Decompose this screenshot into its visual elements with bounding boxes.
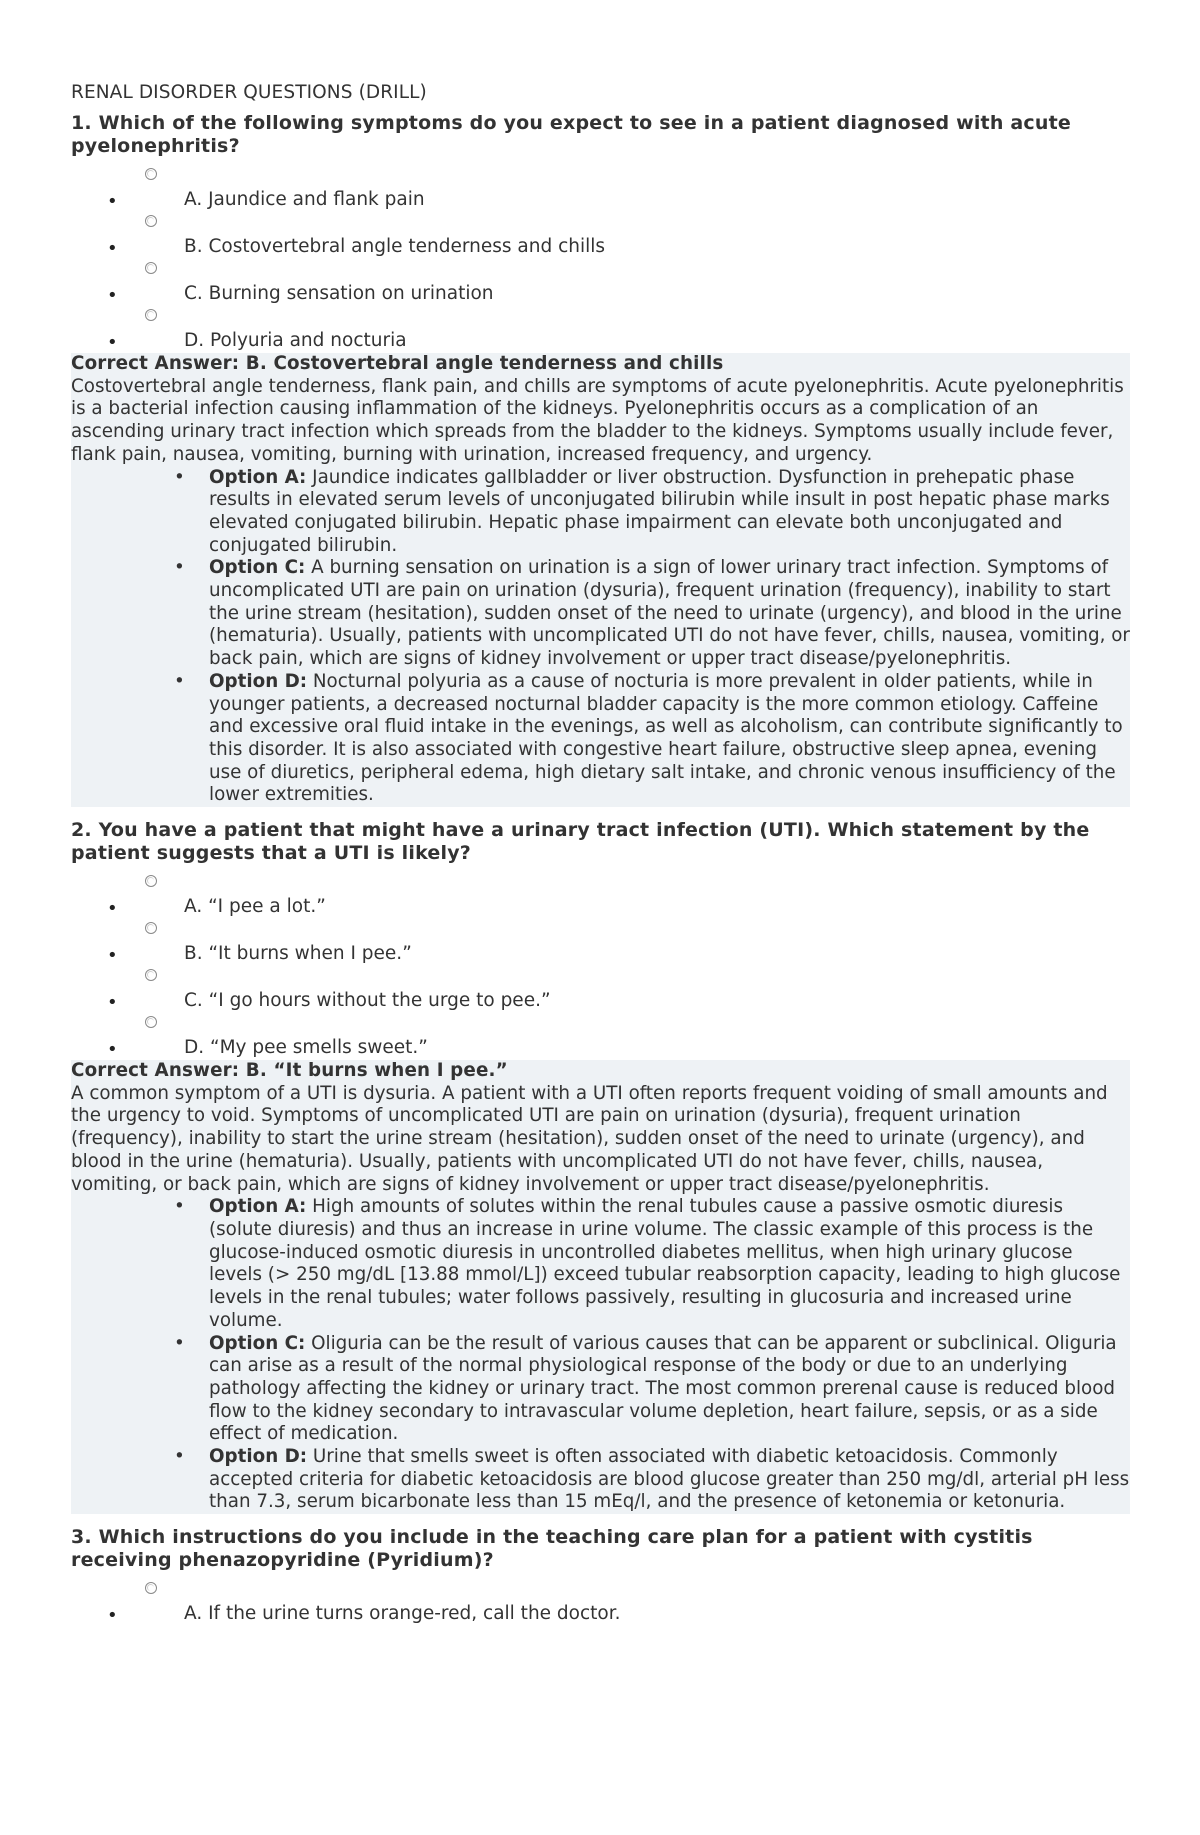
answer-explanation: Costovertebral angle tenderness, flank pain, and chills are symptoms of acute pyelonephritis. Acute pyelonephritis is a bacterial infection causing inflammation of the kidneys. Pyelonephritis occurs as a complication of an ascending urinary tract infection which spreads from the bladder to the kidneys. Symptoms usually include fever, flank pain, nausea, vomiting, burning with urination, increased frequency, and urgency. xyxy=(71,375,1124,465)
rationale-item xyxy=(174,557,1130,671)
bullet-icon: • xyxy=(174,670,185,692)
radio-button-icon[interactable] xyxy=(145,875,157,887)
option-label: B. “It burns when I pee.” xyxy=(184,943,412,965)
question-3-text: 3. Which instructions do you include in the teaching care plan for a patient with cystitis receiving phenazopyridine (Pyridium)? xyxy=(71,1526,1033,1571)
option-label: C. Burning sensation on urination xyxy=(184,283,494,304)
radio-button-icon[interactable] xyxy=(145,969,157,981)
rationale-option-label: Option C: xyxy=(209,1332,306,1354)
rationale-item xyxy=(174,1446,1130,1514)
option-label: C. “I go hours without the urge to pee.” xyxy=(184,990,551,1012)
bullet-icon: • xyxy=(107,1039,118,1061)
radio-button-icon[interactable] xyxy=(145,1016,157,1028)
answer-box xyxy=(71,353,1130,807)
option-label: A. Jaundice and flank pain xyxy=(184,189,425,210)
bullet-icon: • xyxy=(107,238,118,259)
radio-button-icon[interactable] xyxy=(145,168,157,180)
option-item[interactable] xyxy=(71,312,1130,353)
bullet-icon: • xyxy=(107,992,118,1014)
rationale-option-label: Option D: xyxy=(209,670,308,692)
bullet-icon: • xyxy=(174,1196,185,1218)
rationale-list xyxy=(71,467,1130,808)
option-item[interactable] xyxy=(71,878,1130,925)
radio-button-icon[interactable] xyxy=(145,922,157,934)
option-item[interactable] xyxy=(71,972,1130,1019)
rationale-item xyxy=(174,467,1130,558)
bullet-icon: • xyxy=(107,285,118,306)
question-2-text: 2. You have a patient that might have a urinary tract infection (UTI). Which statement by the patient suggests that a UTI is likely? xyxy=(71,819,1090,864)
rationale-text: A burning sensation on urination is a sign of lower urinary tract infection. Symptoms of uncomplicated UTI are pain on urination (dysuria), frequent urination (frequency), inability to start the urine stream (hesitation), sudden onset of the need to urinate (urgency), and blood in the urine (hematuria). Usually, patients with uncomplicated UTI do not have fever, chills, nausea, vomiting, or back pain, which are signs of kidney involvement or upper tract disease/pyelonephritis. xyxy=(209,557,1130,670)
rationale-item xyxy=(174,671,1130,807)
bullet-icon: • xyxy=(107,945,118,967)
question-2-options xyxy=(71,878,1130,1060)
option-item[interactable] xyxy=(71,171,1130,218)
document-title: RENAL DISORDER QUESTIONS (DRILL) xyxy=(71,82,427,103)
rationale-text: Jaundice indicates gallbladder or liver obstruction. Dysfunction in prehepatic phase results in elevated serum levels of unconjugated bilirubin while insult in post hepatic phase marks elevated conjugated bilirubin. Hepatic phase impairment can elevate both unconjugated and conjugated bilirubin. xyxy=(209,466,1110,556)
option-item[interactable] xyxy=(71,1585,1130,1632)
bullet-icon: • xyxy=(107,1605,118,1627)
bullet-icon: • xyxy=(174,557,185,579)
bullet-icon: • xyxy=(174,1332,185,1354)
radio-button-icon[interactable] xyxy=(145,1582,157,1594)
radio-button-icon[interactable] xyxy=(145,215,157,227)
answer-box xyxy=(71,1060,1130,1514)
bullet-icon: • xyxy=(107,898,118,920)
rationale-option-label: Option D: xyxy=(209,1446,308,1468)
rationale-list xyxy=(71,1196,1130,1514)
rationale-text: High amounts of solutes within the renal tubules cause a passive osmotic diuresis (solute diuresis) and thus an increase in urine volume. The classic example of this process is the glucose-induced osmotic diuresis in uncontrolled diabetes mellitus, when high urinary glucose levels (> 250 mg/dL [13.88 mmol/L]) exceed tubular reabsorption capacity, leading to high glucose levels in the renal tubules; water follows passively, resulting in glucosuria and increased urine volume. xyxy=(209,1196,1121,1331)
option-item[interactable] xyxy=(71,925,1130,972)
rationale-item xyxy=(174,1196,1130,1332)
rationale-text: Nocturnal polyuria as a cause of nocturia is more prevalent in older patients, while in younger patients, a decreased nocturnal bladder capacity is the more common etiology. Caffeine and excessive oral fluid intake in the evenings, as well as alcoholism, can contribute significantly to this disorder. It is also associated with congestive heart failure, obstructive sleep apnea, evening use of diuretics, peripheral edema, high dietary salt intake, and chronic venous insufficiency of the lower extremities. xyxy=(209,670,1123,806)
option-label: D. Polyuria and nocturia xyxy=(184,330,407,351)
rationale-option-label: Option A: xyxy=(209,1196,307,1218)
bullet-icon: • xyxy=(107,191,118,212)
question-1-options xyxy=(71,171,1130,353)
option-label: B. Costovertebral angle tenderness and chills xyxy=(184,236,606,257)
rationale-text: Urine that smells sweet is often associated with diabetic ketoacidosis. Commonly accepted criteria for diabetic ketoacidosis are blood glucose greater than 250 mg/dl, arterial pH less than 7.3, serum bicarbonate less than 15 mEq/l, and the presence of ketonemia or ketonuria. xyxy=(209,1446,1130,1513)
rationale-option-label: Option C: xyxy=(209,557,306,579)
answer-explanation: A common symptom of a UTI is dysuria. A patient with a UTI often reports frequent voiding of small amounts and the urgency to void. Symptoms of uncomplicated UTI are pain on urination (dysuria), frequent urination (frequency), inability to start the urine stream (hesitation), sudden onset of the need to urinate (urgency), and blood in the urine (hematuria). Usually, patients with uncomplicated UTI do not have fever, chills, nausea, vomiting, or back pain, which are signs of kidney involvement or upper tract disease/pyelonephritis. xyxy=(71,1082,1108,1195)
option-item[interactable] xyxy=(71,1019,1130,1060)
bullet-icon: • xyxy=(174,1446,185,1468)
correct-answer: Correct Answer: B. “It burns when I pee.” xyxy=(71,1060,508,1082)
rationale-option-label: Option A: xyxy=(209,466,307,488)
question-3-options xyxy=(71,1585,1130,1632)
option-label: A. If the urine turns orange-red, call the doctor. xyxy=(184,1603,621,1625)
rationale-item xyxy=(174,1333,1130,1447)
option-item[interactable] xyxy=(71,265,1130,312)
option-item[interactable] xyxy=(71,218,1130,265)
rationale-text: Oliguria can be the result of various causes that can be apparent or subclinical. Oliguria can arise as a result of the normal physiological response of the body or due to an underlying pathology affecting the kidney or urinary tract. The most common prerenal cause is reduced blood flow to the kidney secondary to intravascular volume depletion, heart failure, sepsis, or as a side effect of medication. xyxy=(209,1332,1117,1445)
bullet-icon: • xyxy=(107,332,118,353)
correct-answer: Correct Answer: B. Costovertebral angle tenderness and chills xyxy=(71,353,724,374)
radio-button-icon[interactable] xyxy=(145,309,157,321)
bullet-icon: • xyxy=(174,466,185,488)
option-label: D. “My pee smells sweet.” xyxy=(184,1037,428,1059)
radio-button-icon[interactable] xyxy=(145,262,157,274)
option-label: A. “I pee a lot.” xyxy=(184,896,326,918)
question-1-text: 1. Which of the following symptoms do you expect to see in a patient diagnosed with acute pyelonephritis? xyxy=(71,112,1071,157)
